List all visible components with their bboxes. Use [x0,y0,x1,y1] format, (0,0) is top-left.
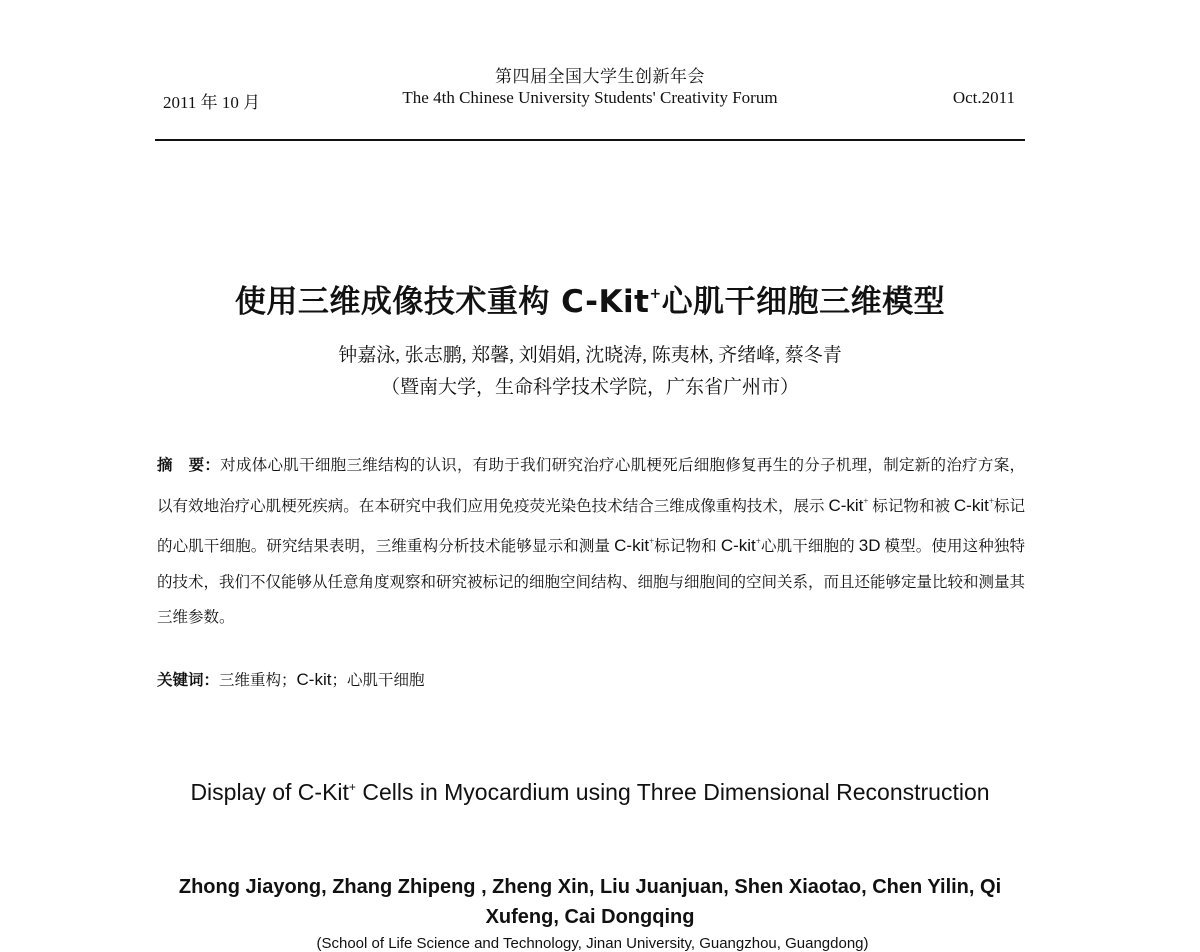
title-en-superscript: + [348,780,356,794]
header-divider [155,139,1025,141]
title-en-part2: Cells in Myocardium using Three Dimensional Reconstruction [355,779,990,805]
authors-en: Zhong Jiayong, Zhang Zhipeng , Zheng Xin, Liu Juanjuan, Shen Xiaotao, Chen Yilin, Qi Xufeng, Cai Dongqing [178,876,1002,928]
superscript: + [988,495,994,506]
superscript: + [755,536,761,546]
title-cn-part2: 心肌干细胞三维模型 [661,284,946,320]
abstract-cn [157,448,1025,636]
ckit-term: C-kit [828,495,864,515]
ckit-term: C-kit [720,536,756,555]
title-en-part1: Display of C-Kit [190,779,349,805]
3d-term: 3D [858,536,881,555]
keyword: 三维重构； [219,672,297,689]
abstract-text: 模型。使用这种独特的技术，我们不仅能够从任意角度观察和研究被标记的细胞空间结构、细胞与细胞间的空间关系，而且还能够定量比较和测量其三维参数。 [157,538,1026,626]
header-date-en: Oct.2011 [952,88,1015,107]
abstract-text: 标记的心肌干细胞。研究结果表明，三维重构分析技术能够显示和测量 [157,497,1025,555]
affiliation-en: (School of Life Science and Technology, Jinan University, Guangzhou, Guangdong) [316,935,869,952]
conference-name-en: The 4th Chinese University Students' Creativity Forum [402,88,778,107]
authors-cn: 钟嘉泳, 张志鹏, 郑馨, 刘娟娟, 沈晓涛, 陈夷林, 齐绪峰, 蔡冬青 [338,345,842,366]
title-cn-superscript: + [649,286,662,302]
title-cn-part1: 使用三维成像技术重构 C-Kit [234,284,650,320]
abstract-text: 对成体心肌干细胞三维结构的认识，有助于我们研究治疗心肌梗死后细胞修复再生的分子机理，制定新的治疗方案，以有效地治疗心肌梗死疾病。在本研究中我们应用免疫荧光染色技术结合三维成像重构技术，展示 [157,457,1025,515]
paper-title-cn [0,276,1180,321]
ckit-term: C-kit [953,495,989,515]
keyword: ；心肌干细胞 [331,672,425,689]
keyword: C-kit [296,670,332,689]
conference-name-cn: 第四届全国大学生创新年会 [495,67,705,86]
abstract-text: 标记物和 [654,538,721,555]
affiliation-cn: （暨南大学，生命科学技术学院，广东省广州市） [380,377,799,398]
header-date-cn: 2011 年 10 月 [163,93,261,112]
abstract-label: 摘 要： [157,456,221,474]
ckit-term: C-kit [614,536,650,555]
superscript: + [649,536,655,546]
abstract-text: 心肌干细胞的 [760,538,859,555]
keywords-label: 关键词： [157,671,220,689]
keywords-cn [157,668,425,690]
abstract-text: 标记物和被 [868,497,954,515]
paper-title-en [190,770,990,809]
superscript: + [863,495,869,506]
